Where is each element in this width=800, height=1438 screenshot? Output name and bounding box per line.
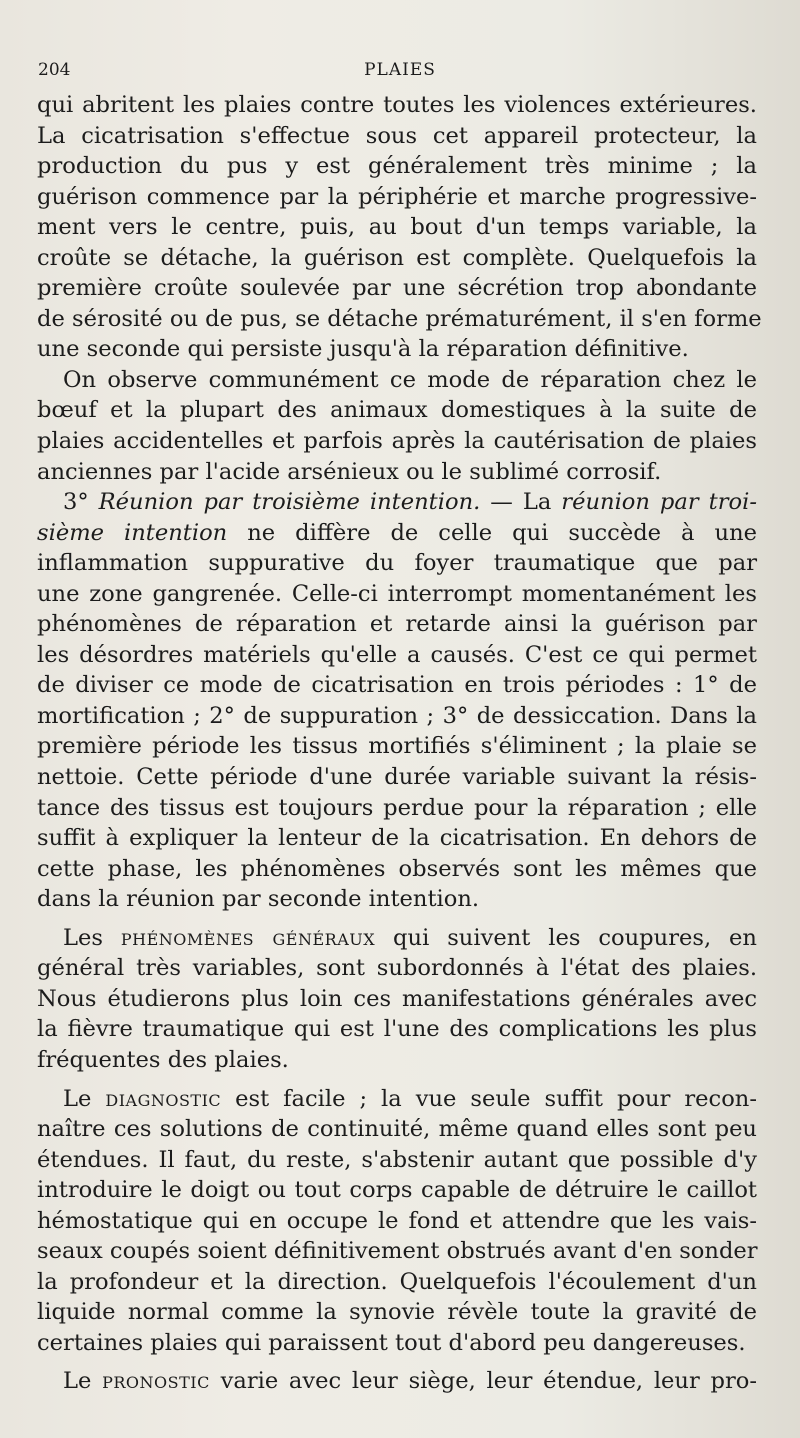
text-line: suffit à expliquer la lenteur de la cicatrisation. En dehors de	[37, 825, 757, 852]
running-title: PLAIES	[364, 60, 436, 80]
text-line: fréquentes des plaies.	[37, 1046, 289, 1073]
text-line: guérison commence par la périphérie et marche progressive-	[37, 183, 757, 210]
text-line: seaux coupés soient définitivement obstrués avant d'en sonder	[37, 1238, 758, 1265]
text-line: Nous étudierons plus loin ces manifestations générales avec	[37, 985, 757, 1012]
text-line: première croûte soulevée par une sécrétion trop abondante	[37, 275, 757, 302]
text-line: de diviser ce mode de cicatrisation en trois périodes : 1° de	[37, 672, 757, 699]
paragraph	[37, 365, 757, 487]
text-line: général très variables, sont subordonnés à l'état des plaies.	[37, 955, 757, 982]
text-line: étendues. Il faut, du reste, s'abstenir autant que possible d'y	[37, 1146, 757, 1173]
text-line: La cicatrisation s'effectue sous cet appareil protecteur, la	[37, 122, 757, 149]
text-line: naître ces solutions de continuité, même quand elles sont peu	[37, 1116, 757, 1143]
small-caps-term: diagnostic	[105, 1085, 222, 1112]
paragraph-gap	[37, 1358, 757, 1366]
text-line: Le pronostic varie avec leur siège, leur étendue, leur pro-	[63, 1368, 758, 1395]
text-line: sième intention ne diffère de celle qui succède à une	[37, 519, 757, 546]
text-line: dans la réunion par seconde intention.	[37, 886, 480, 913]
text-line: On observe communément ce mode de réparation chez le	[63, 366, 757, 393]
text-line: la fièvre traumatique qui est l'une des complications les plus	[37, 1016, 757, 1043]
text-line: tance des tissus est toujours perdue pour la réparation ; elle	[37, 794, 757, 821]
text-line: la profondeur et la direction. Quelquefois l'écoulement d'un	[37, 1268, 757, 1295]
text-line: cette phase, les phénomènes observés sont les mêmes que	[37, 855, 757, 882]
text-line: plaies accidentelles et parfois après la cautérisation de plaies	[37, 428, 757, 455]
text-line: qui abritent les plaies contre toutes les violences extérieures.	[37, 92, 757, 118]
paragraph-gap	[37, 1076, 757, 1084]
paragraph	[37, 1366, 757, 1397]
text-line: introduire le doigt ou tout corps capable de détruire le caillot	[37, 1177, 757, 1204]
page-header	[38, 60, 762, 86]
italic-heading: sième intention	[37, 519, 228, 546]
text-line: Les phénomènes généraux qui suivent les coupures, en	[63, 924, 757, 951]
paragraph	[37, 487, 757, 915]
paragraph-gap	[37, 915, 757, 923]
text-line: une zone gangrenée. Celle-ci interrompt momentanément les	[37, 580, 757, 607]
text-line: une seconde qui persiste jusqu'à la réparation définitive.	[37, 336, 689, 363]
paragraph	[37, 90, 762, 365]
text-line: de sérosité ou de pus, se détache prématurément, il s'en forme	[37, 305, 762, 332]
body-text	[37, 90, 762, 1397]
text-line: production du pus y est généralement très minime ; la	[37, 153, 757, 180]
text-line: Le diagnostic est facile ; la vue seule suffit pour recon-	[63, 1085, 757, 1112]
text-line: mortification ; 2° de suppuration ; 3° de dessiccation. Dans la	[37, 702, 757, 729]
small-caps-term: pronostic	[102, 1368, 210, 1395]
text-line: croûte se détache, la guérison est complète. Quelquefois la	[37, 244, 757, 271]
text-line: phénomènes de réparation et retarde ainsi la guérison par	[37, 611, 757, 638]
italic-heading: réunion par troi-	[561, 489, 757, 516]
text-line: ment vers le centre, puis, au bout d'un temps variable, la	[37, 214, 757, 241]
text-line: hémostatique qui en occupe le fond et attendre que les vais-	[37, 1207, 757, 1234]
page-number: 204	[38, 60, 71, 80]
text-line: les désordres matériels qu'elle a causés. C'est ce qui permet	[37, 641, 757, 668]
text-line: certaines plaies qui paraissent tout d'abord peu dangereuses.	[37, 1329, 746, 1356]
text-line: nettoie. Cette période d'une durée variable suivant la résis-	[37, 764, 757, 791]
text-line: anciennes par l'acide arsénieux ou le sublimé corrosif.	[37, 458, 662, 485]
italic-heading: Réunion par troisième intention.	[98, 489, 481, 516]
text-line: 3° Réunion par troisième intention. — La réunion par troi-	[63, 489, 757, 516]
text-line: bœuf et la plupart des animaux domestiques à la suite de	[37, 397, 757, 424]
text-line: première période les tissus mortifiés s'éliminent ; la plaie se	[37, 733, 757, 760]
text-line: inflammation suppurative du foyer traumatique que par	[37, 550, 757, 577]
small-caps-term: phénomènes généraux	[120, 924, 376, 951]
text-line: liquide normal comme la synovie révèle toute la gravité de	[37, 1299, 757, 1326]
paragraph	[37, 1084, 757, 1359]
paragraph	[37, 923, 757, 1076]
